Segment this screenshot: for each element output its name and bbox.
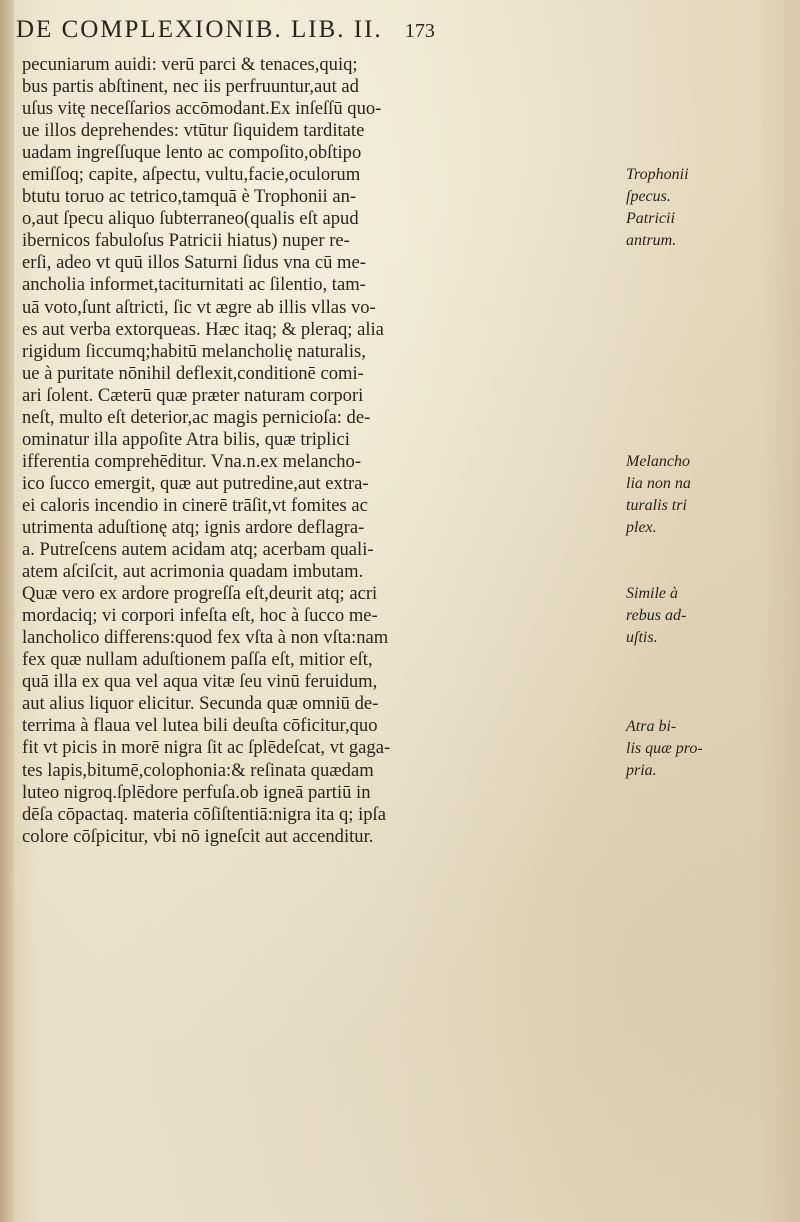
text-line: ancholia informet,taciturnitati ac ſilentio, tam-: [22, 274, 366, 296]
margin-note-line: Simile à: [626, 585, 678, 603]
text-line: es aut verba extorqueas. Hæc itaq; & pleraq; alia: [22, 318, 384, 340]
blank-lower-page: [20, 790, 780, 1210]
text-line: ei caloris incendio in cinerē trāſit,vt fomites ac: [22, 494, 368, 516]
margin-note-line: Patricii: [626, 210, 675, 228]
text-line: ari ſolent. Cæterū quæ præter naturam corpori: [22, 384, 364, 406]
text-line: ico ſucco emergit, quæ aut putredine,aut extra-: [22, 472, 369, 494]
text-line: ifferentia comprehēditur. Vna.n.ex melancho-: [22, 450, 362, 472]
text-line: ue illos deprehendes: vtūtur ſiquidem tarditate: [22, 120, 365, 142]
text-line: neſt, multo eſt deterior,ac magis pernicioſa: de-: [22, 406, 371, 428]
margin-note-line: plex.: [626, 519, 657, 537]
margin-note-line: antrum.: [626, 232, 677, 250]
main-text-block: [22, 54, 622, 848]
text-line: fit vt picis in morē nigra ſit ac ſplēdeſcat, vt gaga-: [22, 737, 391, 759]
text-line: tes lapis,bitumē,colophonia:& reſinata quædam: [22, 759, 374, 781]
margin-note-line: pria.: [626, 761, 657, 779]
text-line: uadam ingreſſuque lento ac compoſito,obſtipo: [22, 142, 362, 164]
text-line: atem aſciſcit, aut acrimonia quadam imbutam.: [22, 561, 364, 583]
margin-note: [626, 451, 691, 539]
text-line: uſus vitę neceſſarios accōmodant.Ex inſeſſū quo-: [22, 98, 382, 120]
text-line: pecuniarum auidi: verū parci & tenaces,quiq;: [22, 54, 358, 75]
text-line: erſi, adeo vt quū illos Saturni ſidus vna cū me-: [22, 252, 366, 274]
text-line: emiſſoq; capite, aſpectu, vultu,facie,oculorum: [22, 164, 361, 186]
margin-note: [626, 583, 686, 649]
text-line: o,aut ſpecu aliquo ſubterraneo(qualis eſt apud: [22, 208, 359, 230]
margin-note-line: Melancho: [626, 452, 690, 470]
margin-note-line: lia non na: [626, 474, 691, 492]
text-line: terrima à flaua vel lutea bili deuſta cōficitur,quo: [22, 715, 378, 737]
margin-note-line: rebus ad-: [626, 607, 687, 625]
text-line: quā illa ex qua vel aqua vitæ ſeu vinū feruidum,: [22, 671, 378, 693]
margin-note: [626, 164, 689, 208]
text-line: colore cōſpicitur, vbi nō igneſcit aut accenditur.: [22, 825, 374, 847]
running-header: [16, 16, 616, 44]
binding-gutter: [0, 0, 14, 1222]
margin-note-line: uſtis.: [626, 629, 658, 647]
text-line: dēſa cōpactaq. materia cōſiſtentiā:nigra ita q; ipſa: [22, 803, 386, 825]
text-line: ibernicos fabuloſus Patricii hiatus) nuper re-: [22, 230, 350, 252]
margin-note-line: ſpecus.: [626, 188, 671, 206]
text-line: a. Putreſcens autem acidam atq; acerbam quali-: [22, 539, 374, 561]
text-line: lancholico differens:quod fex vſta à non vſta:nam: [22, 627, 389, 649]
text-line: aut alius liquor elicitur. Secunda quæ omniū de-: [22, 693, 379, 715]
text-line: btutu toruo ac tetrico,tamquā è Trophonii an-: [22, 186, 357, 208]
page-number: 173: [404, 20, 435, 42]
text-line: Quæ vero ex ardore progreſſa eſt,deurit atq; acri: [22, 583, 378, 605]
text-line: ominatur illa appoſite Atra bilis, quæ triplici: [22, 428, 350, 450]
text-line: ue à puritate nōnihil deflexit,conditionē comi-: [22, 362, 364, 384]
text-line: utrimenta aduſtionę atq; ignis ardore deflagra-: [22, 516, 365, 538]
text-line: uā voto,ſunt aſtricti, ſic vt ægre ab illis vllas vo-: [22, 296, 376, 318]
text-line: fex quæ nullam aduſtionem paſſa eſt, mitior eſt,: [22, 649, 373, 671]
text-line: mordaciq; vi corpori infeſta eſt, hoc à ſucco me-: [22, 605, 378, 627]
header-title: DE COMPLEXIONIB. LIB. II.: [16, 16, 383, 43]
margin-note: [626, 716, 703, 782]
margin-note-line: turalis tri: [626, 496, 687, 514]
text-line: rigidum ſiccumq;habitū melancholię naturalis,: [22, 340, 366, 362]
margin-note-line: Atra bi-: [626, 717, 677, 735]
text-line: luteo nigroq.ſplēdore perfuſa.ob igneā partiū in: [22, 781, 371, 803]
margin-note-line: lis quæ pro-: [626, 739, 703, 757]
text-line: bus partis abſtinent, nec iis perfruuntur,aut ad: [22, 76, 359, 98]
margin-note: [626, 208, 676, 252]
margin-note-line: Trophonii: [626, 166, 689, 184]
